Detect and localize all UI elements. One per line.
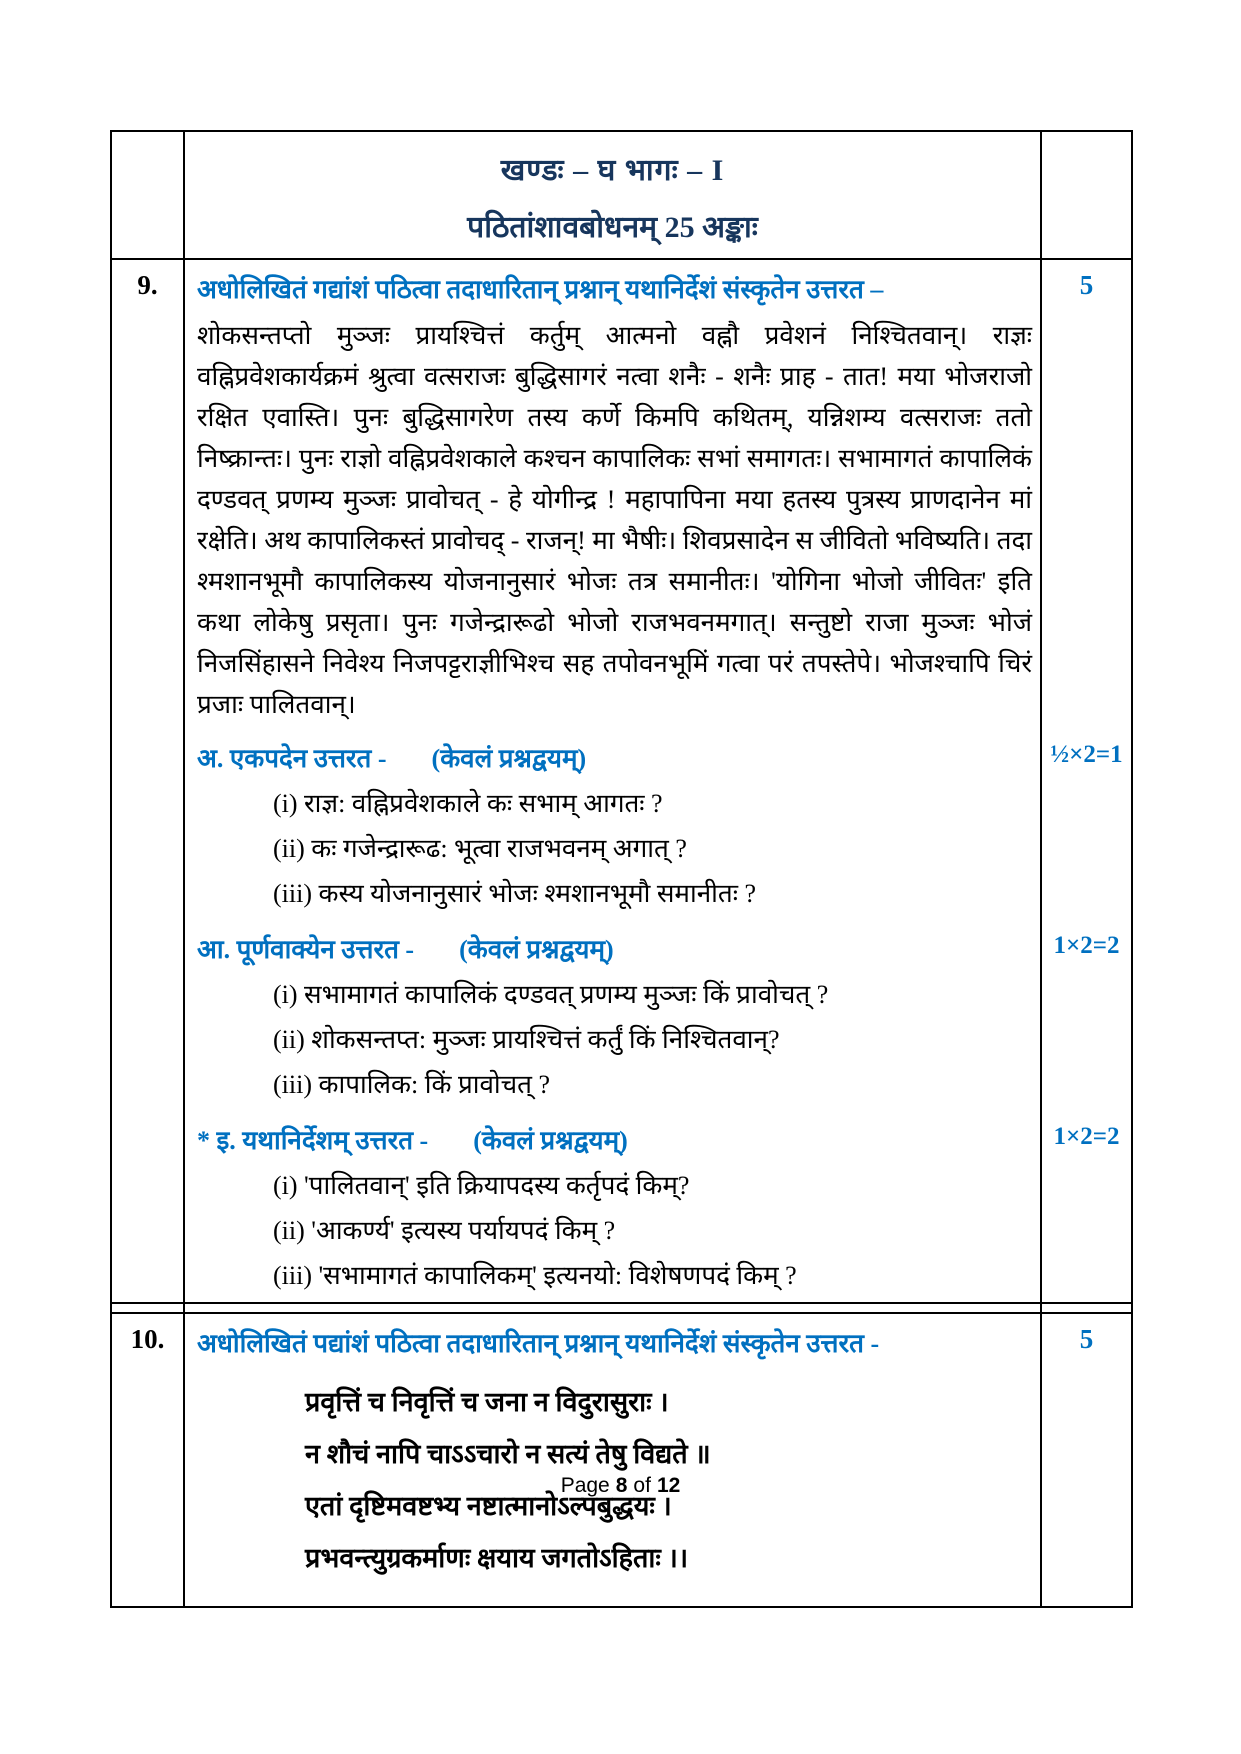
header-empty-right-cell bbox=[1041, 131, 1132, 259]
section-a-questions bbox=[185, 779, 1040, 920]
verse-line-4: प्रभवन्त्युग्रकर्माणः क्षयाय जगतोऽहिताः ।। bbox=[305, 1543, 689, 1573]
question-9-number: 9. bbox=[137, 270, 158, 300]
section-a-question-1: (i) राज्ञ: वह्निप्रवेशकाले कः सभाम् आगतः ? bbox=[273, 789, 663, 818]
section-aa-label: आ. पूर्णवाक्येन उत्तरत - bbox=[197, 935, 415, 964]
verse-line-1: प्रवृत्तिं च निवृत्तिं च जना न विदुरासुराः । bbox=[305, 1387, 669, 1417]
divider-right-cell bbox=[1041, 1303, 1132, 1313]
section-i-question-2: (ii) 'आकर्ण्य' इत्यस्य पर्यायपदं किम् ? bbox=[273, 1216, 616, 1245]
question-10-number-cell bbox=[111, 1313, 184, 1607]
section-aa-marks: 1×2=2 bbox=[1053, 932, 1120, 959]
section-aa-note: (केवलं प्रश्नद्वयम्) bbox=[459, 935, 614, 964]
section-i-marks-cell bbox=[1041, 1111, 1132, 1303]
question-9-marks: 5 bbox=[1079, 270, 1094, 300]
question-9-passage: शोकसन्तप्तो मुञ्जः प्रायश्चित्तं कर्तुम् आत्मनो वह्नौ प्रवेशनं निश्चितवान्। राज्ञः वह्निप्रवेशकार्यक्रमं श्रुत्वा वत्सराजः बुद्धिसागरं नत्वा शनैः - शनैः प्राह - तात! मया भोजराजो रक्षित एवास्ति। पुनः बुद्धिसागरेण तस्य कर्णे किमपि कथितम्, यन्निशम्य वत्सराजः ततो निष्क्रान्तः। पुनः राज्ञो वह्निप्रवेशकाले कश्चन कापालिकः सभां समागतः। सभामागतं कापालिकं दण्डवत् प्रणम्य मुञ्जः प्रावोचत् - हे योगीन्द्र ! महापापिना मया हतस्य पुत्रस्य प्राणदानेन मां रक्षेति। अथ कापालिकस्तं प्रावोचद् - राजन्! मा भैषीः। शिवप्रसादेन स जीवितो भविष्यति। तदा श्मशानभूमौ कापालिकस्य योजनानुसारं भोजः तत्र समानीतः। 'योगिना भोजो जीवितः' इति कथा लोकेषु प्रसृता। पुनः गजेन्द्रारूढो भोजो राजभवनमगात्। सन्तुष्टो राजा मुञ्जः भोजं निजसिंहासने निवेश्य निजपट्टराज्ञीभिश्च सह तपोवनभूमिं गत्वा परं तपस्तेपे। भोजश्चापि चिरं प्रजाः पालितवान्। bbox=[197, 321, 1032, 719]
section-i-label: * इ. यथानिर्देशम् उत्तरत - bbox=[197, 1126, 429, 1155]
section-subtitle: पठितांशावबोधनम् 25 अङ्काः bbox=[467, 211, 758, 244]
section-a-note: (केवलं प्रश्नद्वयम्) bbox=[431, 744, 587, 773]
section-i-cell bbox=[184, 1111, 1041, 1303]
question-9-section-aa-row bbox=[111, 920, 1132, 1111]
section-aa-question-3: (iii) कापालिक: किं प्रावोचत् ? bbox=[273, 1070, 551, 1099]
section-a-heading bbox=[185, 729, 1040, 779]
question-9-marks-cell bbox=[1041, 259, 1132, 310]
verse-line-2: न शौचं नापि चाऽऽचारो न सत्यं तेषु विद्यते ॥ bbox=[305, 1439, 711, 1469]
footer-page-number: 8 bbox=[615, 1474, 628, 1497]
section-i-note: (केवलं प्रश्नद्वयम्) bbox=[473, 1126, 628, 1155]
footer-page-label: Page bbox=[560, 1474, 610, 1497]
section-a-question-3: (iii) कस्य योजनानुसारं भोजः श्मशानभूमौ समानीतः ? bbox=[273, 879, 756, 908]
header-empty-left-cell bbox=[111, 131, 184, 259]
section-aa-marks-cell bbox=[1041, 920, 1132, 1111]
question-10-content-cell bbox=[184, 1313, 1041, 1607]
section-i-question-3: (iii) 'सभामागतं कापालिकम्' इत्यनयो: विशेषणपदं किम् ? bbox=[273, 1261, 797, 1290]
section-a-cell bbox=[184, 729, 1041, 920]
divider-center-cell bbox=[184, 1303, 1041, 1313]
question-9-section-i-row bbox=[111, 1111, 1132, 1303]
question-10-marks-cell bbox=[1041, 1313, 1132, 1607]
section-aa-question-2: (ii) शोकसन्तप्त: मुञ्जः प्रायश्चित्तं कर्तुं किं निश्चितवान्? bbox=[273, 1025, 780, 1054]
section-aa-heading bbox=[185, 920, 1040, 970]
section-i-marks: 1×2=2 bbox=[1053, 1123, 1120, 1150]
question-9-prompt-cell bbox=[184, 259, 1041, 310]
question-9-passage-row bbox=[111, 310, 1132, 729]
question-9-section-a-row bbox=[111, 729, 1132, 920]
section-a-marks-cell bbox=[1041, 729, 1132, 920]
section-header-row bbox=[111, 131, 1132, 259]
question-10-number: 10. bbox=[130, 1324, 165, 1354]
question-10-row bbox=[111, 1313, 1132, 1607]
question-10-marks: 5 bbox=[1079, 1324, 1094, 1354]
section-a-label: अ. एकपदेन उत्तरत - bbox=[197, 744, 387, 773]
verse-line-3: एतां दृष्टिमवष्टभ्य नष्टात्मानोऽल्पबुद्धयः । bbox=[305, 1491, 672, 1521]
section-i-questions bbox=[185, 1161, 1040, 1302]
divider-left-cell bbox=[111, 1303, 184, 1313]
section-i-question-1: (i) 'पालितवान्' इति क्रियापदस्य कर्तृपदं किम्? bbox=[273, 1171, 690, 1200]
passage-marks-empty-cell bbox=[1041, 310, 1132, 729]
footer-total-pages: 12 bbox=[656, 1474, 681, 1497]
question-9-number-cell bbox=[111, 259, 184, 1303]
section-a-marks: ½×2=1 bbox=[1050, 741, 1123, 768]
section-title: खण्डः – घ भागः – I bbox=[500, 154, 725, 187]
page-footer bbox=[0, 1474, 1241, 1498]
question-divider-row bbox=[111, 1303, 1132, 1313]
question-table bbox=[110, 130, 1133, 1608]
section-aa-cell bbox=[184, 920, 1041, 1111]
section-aa-question-1: (i) सभामागतं कापालिकं दण्डवत् प्रणम्य मुञ्जः किं प्रावोचत् ? bbox=[273, 980, 829, 1009]
question-9-prompt: अधोलिखितं गद्यांशं पठित्वा तदाधारितान् प्रश्नान् यथानिर्देशं संस्कृतेन उत्तरत – bbox=[197, 275, 884, 304]
footer-of-label: of bbox=[633, 1474, 651, 1497]
question-10-prompt: अधोलिखितं पद्यांशं पठित्वा तदाधारितान् प्रश्नान् यथानिर्देशं संस्कृतेन उत्तरत - bbox=[197, 1329, 880, 1358]
section-aa-questions bbox=[185, 970, 1040, 1111]
section-i-heading bbox=[185, 1111, 1040, 1161]
question-9-prompt-row bbox=[111, 259, 1132, 310]
question-9-passage-cell bbox=[184, 310, 1041, 729]
section-a-question-2: (ii) कः गजेन्द्रारूढ: भूत्वा राजभवनम् अगात् ? bbox=[273, 834, 687, 863]
header-cell bbox=[184, 131, 1041, 259]
